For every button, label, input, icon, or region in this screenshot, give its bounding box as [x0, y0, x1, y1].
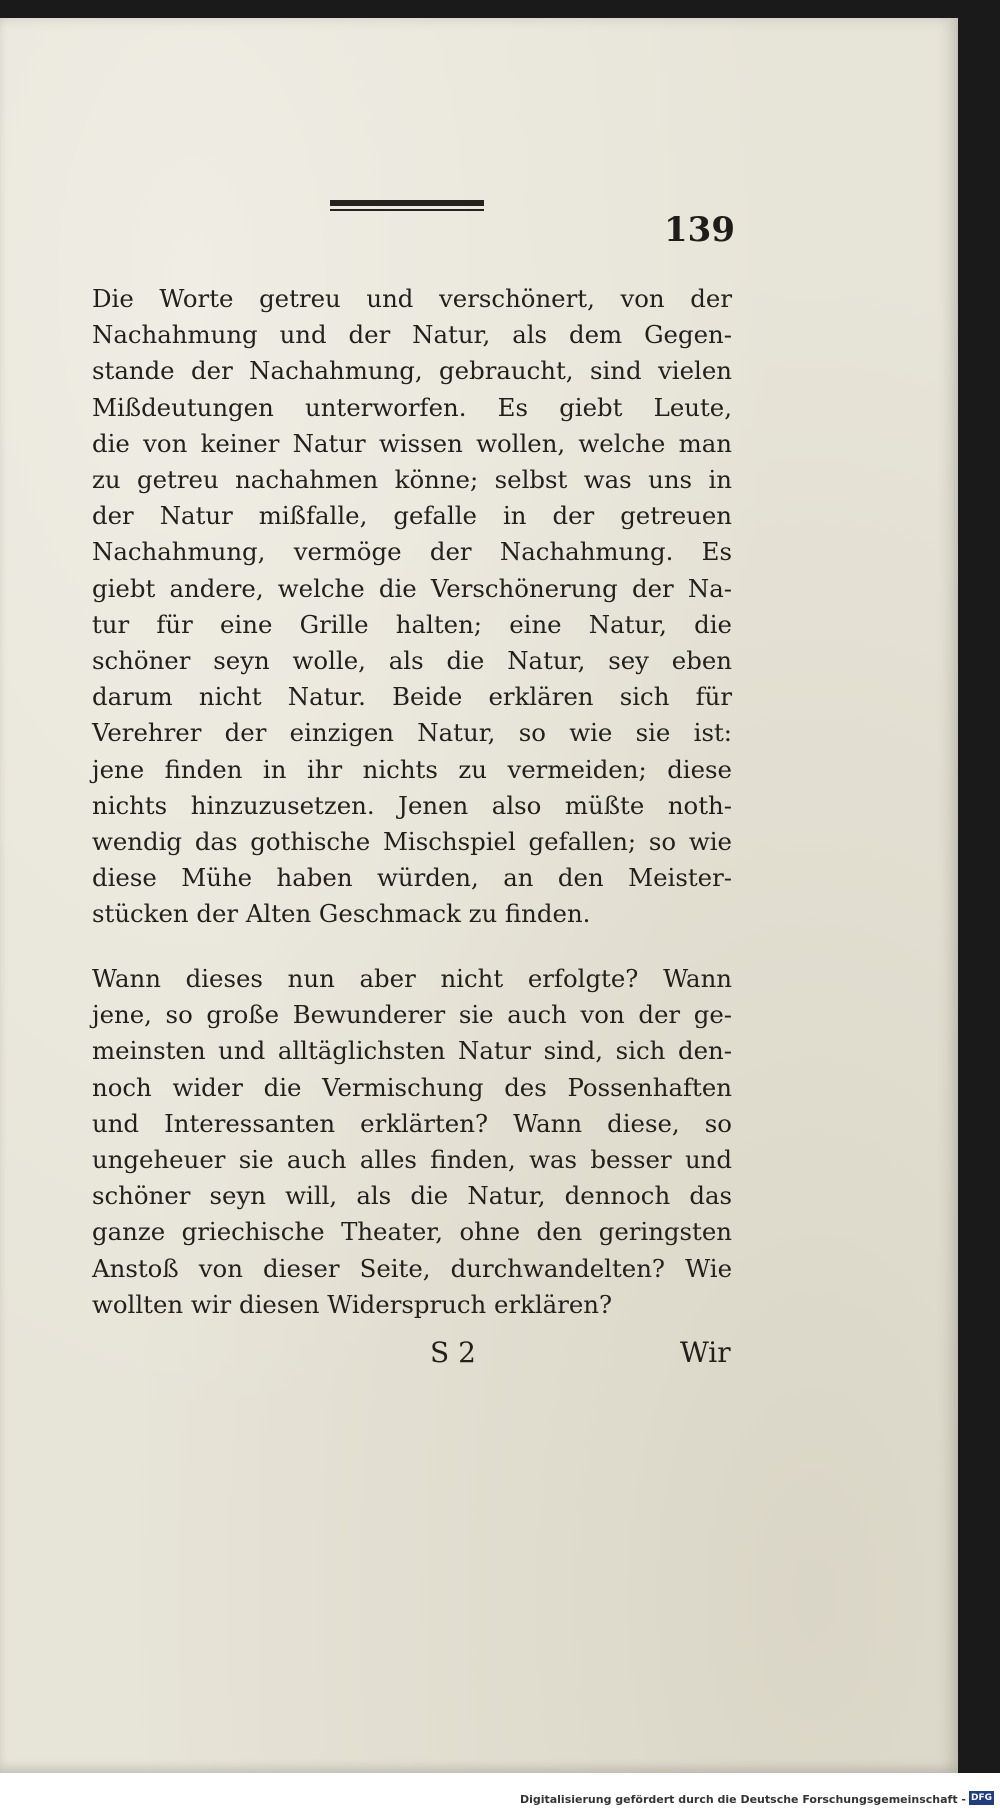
text-line: Die Worte getreu und verschönert, von der	[92, 284, 732, 313]
text-line: meinsten und alltäglichsten Natur sind, sich den-	[92, 1036, 732, 1066]
text-line: stücken der Alten Geschmack zu finden.	[92, 899, 591, 929]
paragraph	[92, 281, 732, 933]
text-line: schöner seyn wolle, als die Natur, sey eben	[92, 646, 732, 676]
text-line: jene finden in ihr nichts zu vermeiden; diese	[92, 754, 732, 784]
dfg-logo-icon: DFG	[970, 1793, 992, 1803]
text-line: die von keiner Natur wissen wollen, welche man	[92, 428, 732, 458]
header-rule-thick	[330, 200, 484, 206]
funding-credit: Digitalisierung gefördert durch die Deutsche Forschungsgemeinschaft -	[519, 1793, 966, 1806]
text-line: ungeheuer sie auch alles finden, was besser und	[92, 1145, 732, 1175]
text-line: wollten wir diesen Widerspruch erklären?	[92, 1289, 613, 1319]
text-line: wendig das gothische Mischspiel gefallen; so wie	[92, 827, 732, 857]
text-line: Nachahmung, vermöge der Nachahmung. Es	[92, 537, 732, 567]
book-page	[0, 18, 958, 1773]
text-line: Wann dieses nun aber nicht erfolgte? Wann	[92, 964, 732, 993]
header-rule-thin	[330, 209, 484, 211]
text-line: ganze griechische Theater, ohne den geringsten	[92, 1217, 732, 1247]
text-line: Verehrer der einzigen Natur, so wie sie ist:	[92, 718, 732, 748]
text-line: nichts hinzuzusetzen. Jenen also müßte noth-	[92, 790, 732, 820]
signature-mark: S 2	[430, 1336, 476, 1369]
text-line: der Natur mißfalle, gefalle in der getreuen	[92, 501, 732, 531]
text-line: schöner seyn will, als die Natur, dennoch das	[92, 1181, 732, 1211]
text-line: jene, so große Bewunderer sie auch von der ge-	[92, 1000, 732, 1030]
text-line: zu getreu nachahmen könne; selbst was uns in	[92, 465, 732, 495]
text-line: stande der Nachahmung, gebraucht, sind vielen	[92, 356, 732, 386]
text-line: giebt andere, welche die Verschönerung der Na-	[92, 573, 732, 603]
text-line: Anstoß von dieser Seite, durchwandelten? Wie	[92, 1253, 732, 1283]
text-line: tur für eine Grille halten; eine Natur, die	[92, 609, 732, 639]
text-line: Nachahmung und der Natur, als dem Gegen-	[92, 320, 732, 350]
paragraph	[92, 961, 732, 1323]
page-number: 139	[664, 210, 735, 250]
text-line: diese Mühe haben würden, an den Meister-	[92, 863, 732, 893]
header-rule	[330, 200, 484, 212]
text-line: noch wider die Vermischung des Possenhaften	[92, 1072, 732, 1102]
catchword: Wir	[680, 1336, 731, 1369]
text-line: und Interessanten erklärten? Wann diese, so	[92, 1108, 732, 1138]
text-line: darum nicht Natur. Beide erklären sich für	[92, 682, 732, 712]
text-line: Mißdeutungen unterworfen. Es giebt Leute,	[92, 392, 732, 422]
